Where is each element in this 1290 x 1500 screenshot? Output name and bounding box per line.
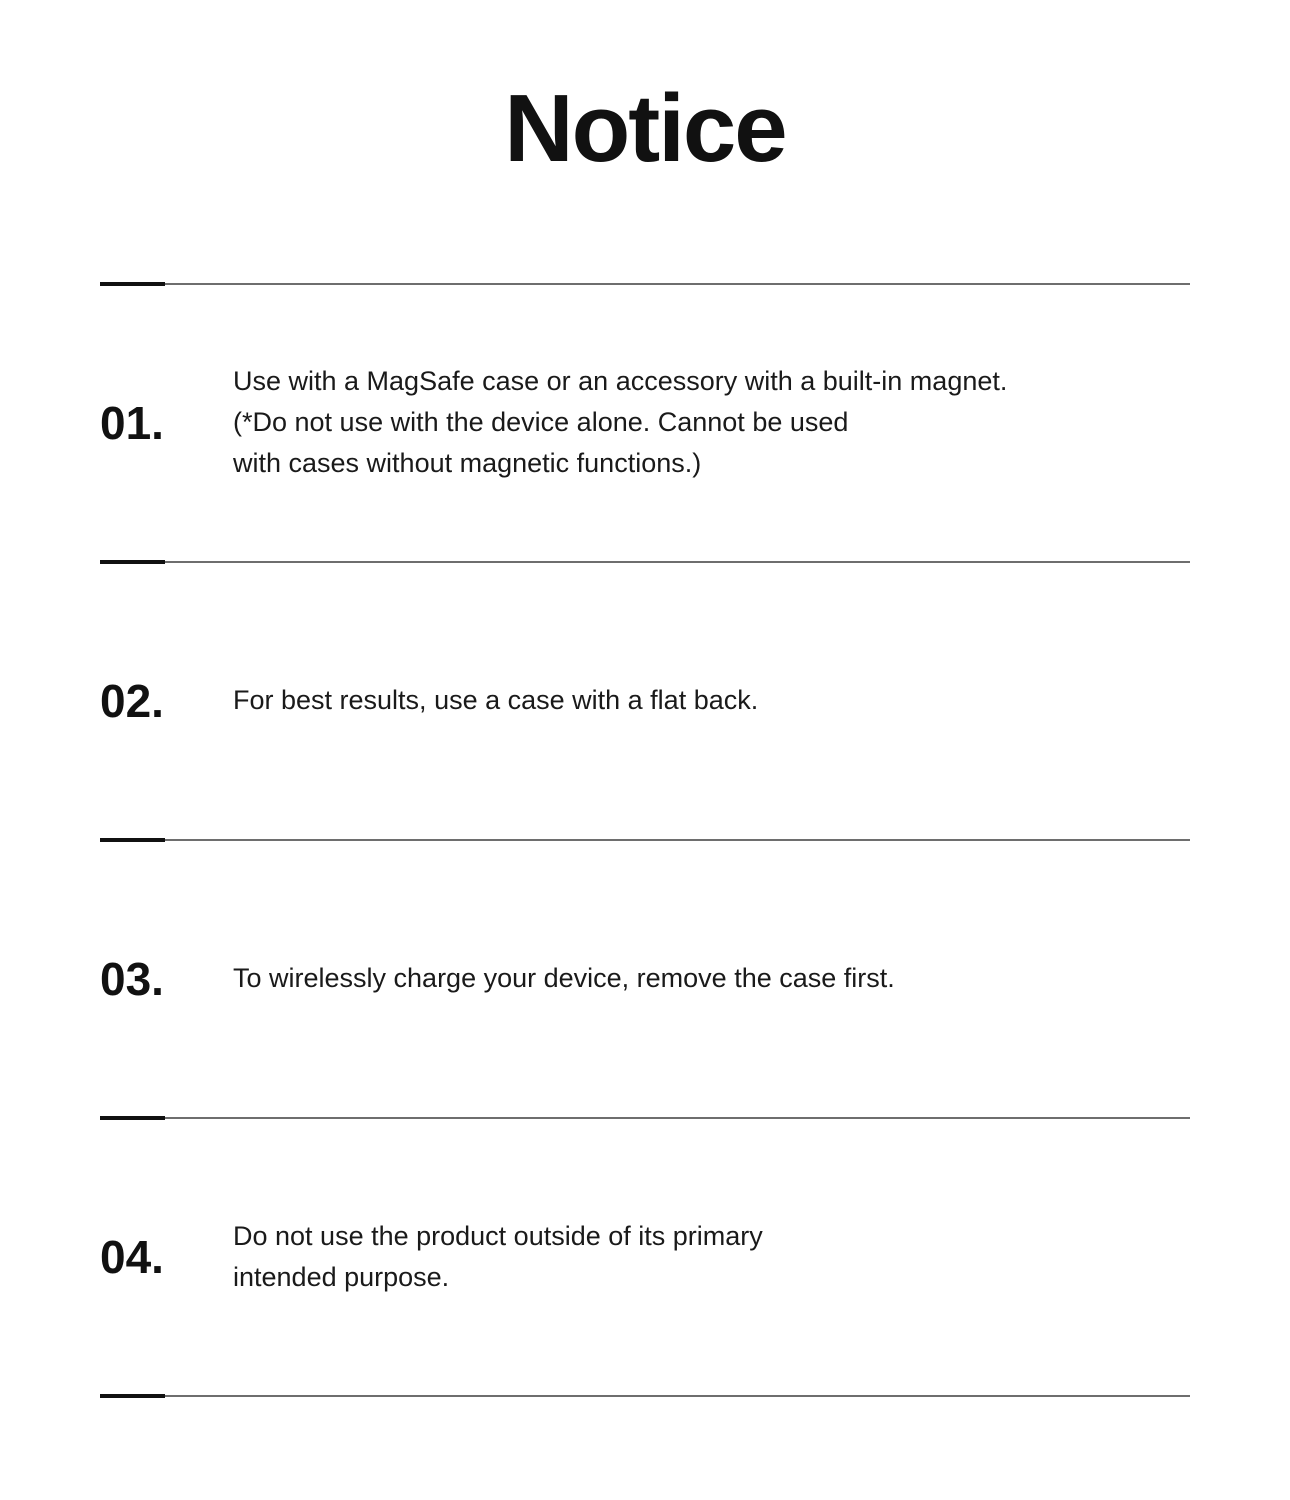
divider — [100, 1394, 1190, 1398]
notice-item — [100, 1120, 1190, 1394]
divider-thick-tick — [100, 1116, 165, 1120]
item-number: 04. — [100, 1230, 164, 1283]
item-number: 03. — [100, 952, 164, 1005]
notice-list — [100, 282, 1190, 1398]
divider-thin-line — [100, 561, 1190, 563]
item-text: Do not use the product outside of its primary intended purpose. — [233, 1220, 763, 1292]
page-title: Notice — [504, 75, 786, 182]
item-text: For best results, use a case with a flat back. — [233, 685, 759, 716]
item-text: To wirelessly charge your device, remove the case first. — [233, 963, 895, 994]
divider-thin-line — [100, 283, 1190, 285]
divider-thin-line — [100, 839, 1190, 841]
divider — [100, 282, 1190, 286]
divider-thick-tick — [100, 838, 165, 842]
notice-item — [100, 564, 1190, 838]
divider-thin-line — [100, 1395, 1190, 1397]
divider-thick-tick — [100, 282, 165, 286]
item-text: Use with a MagSafe case or an accessory with a built-in magnet. (*Do not use with the device alone. Cannot be used with cases without magnetic functions.) — [233, 366, 1008, 479]
item-number: 02. — [100, 674, 164, 727]
divider-thick-tick — [100, 1394, 165, 1398]
divider-thick-tick — [100, 560, 165, 564]
notice-item — [100, 286, 1190, 560]
divider — [100, 1116, 1190, 1120]
divider — [100, 838, 1190, 842]
divider-thin-line — [100, 1117, 1190, 1119]
notice-item — [100, 842, 1190, 1116]
item-number: 01. — [100, 396, 164, 449]
divider — [100, 560, 1190, 564]
